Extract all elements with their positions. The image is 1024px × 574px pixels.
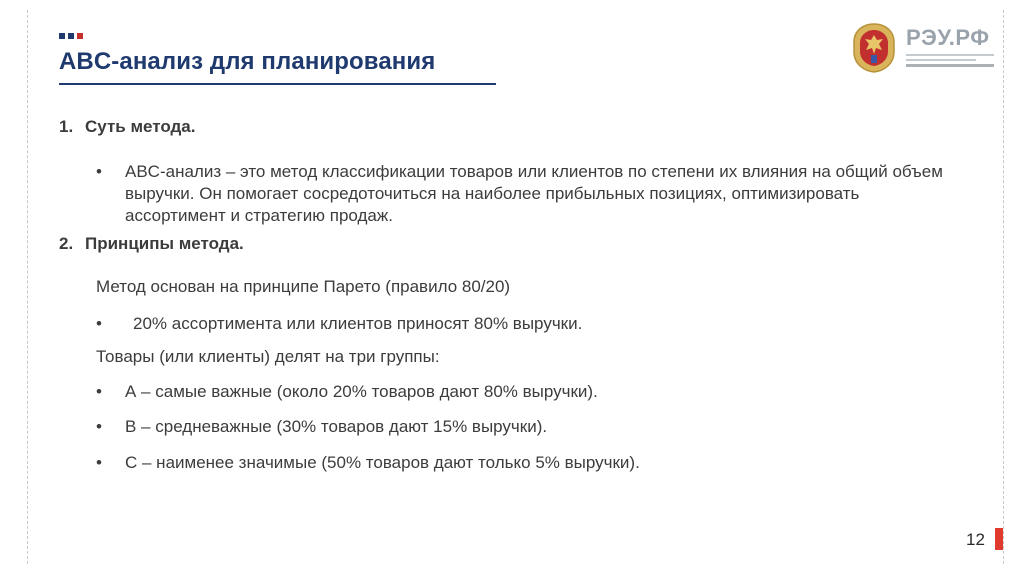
section-2-number: 2. — [59, 234, 74, 253]
right-guide-line — [1003, 10, 1004, 564]
group-a-item: А – самые важные (около 20% товаров дают 80% выручки). — [125, 382, 598, 401]
pareto-intro: Метод основан на принципе Парето (правило 80/20) — [96, 277, 511, 296]
slide-title: ABC-анализ для планирования — [59, 48, 436, 75]
section-2-heading: Принципы метода. — [85, 234, 244, 253]
square-3 — [77, 33, 83, 39]
bullet-symbol: • — [96, 453, 102, 472]
method-description: ABC-анализ – это метод классификации товаров или клиентов по степени их влияния на общий объем выручки. Он помогает сосредоточиться на наиболее прибыльных позициях, оптимизировать ассортимент и стратегию продаж. — [125, 162, 943, 225]
bullet-symbol: • — [96, 314, 102, 333]
logo-subtitle-line — [906, 59, 976, 61]
groups-intro: Товары (или клиенты) делят на три группы: — [96, 347, 440, 366]
bullet-symbol: • — [96, 417, 102, 436]
square-2 — [68, 33, 74, 39]
group-c-item: С – наименее значимые (50% товаров дают только 5% выручки). — [125, 453, 640, 472]
square-1 — [59, 33, 65, 39]
logo-subtitle — [906, 54, 994, 67]
emblem-icon — [850, 22, 898, 74]
page-number: 12 — [966, 530, 985, 549]
logo-subtitle-line — [906, 64, 994, 67]
university-logo — [850, 20, 1000, 78]
logo-text: РЭУ.РФ — [906, 25, 990, 50]
section-1-heading: Суть метода. — [85, 117, 196, 136]
left-guide-line — [27, 10, 28, 564]
bullet-symbol: • — [96, 162, 102, 181]
section-1-number: 1. — [59, 117, 74, 136]
title-decoration — [59, 33, 83, 39]
title-underline — [59, 83, 496, 85]
page-accent-bar — [995, 528, 1003, 550]
logo-subtitle-line — [906, 54, 994, 56]
group-b-item: В – средневажные (30% товаров дают 15% выручки). — [125, 417, 548, 436]
bullet-symbol: • — [96, 382, 102, 401]
pareto-bullet: 20% ассортимента или клиентов приносят 80% выручки. — [133, 314, 583, 333]
